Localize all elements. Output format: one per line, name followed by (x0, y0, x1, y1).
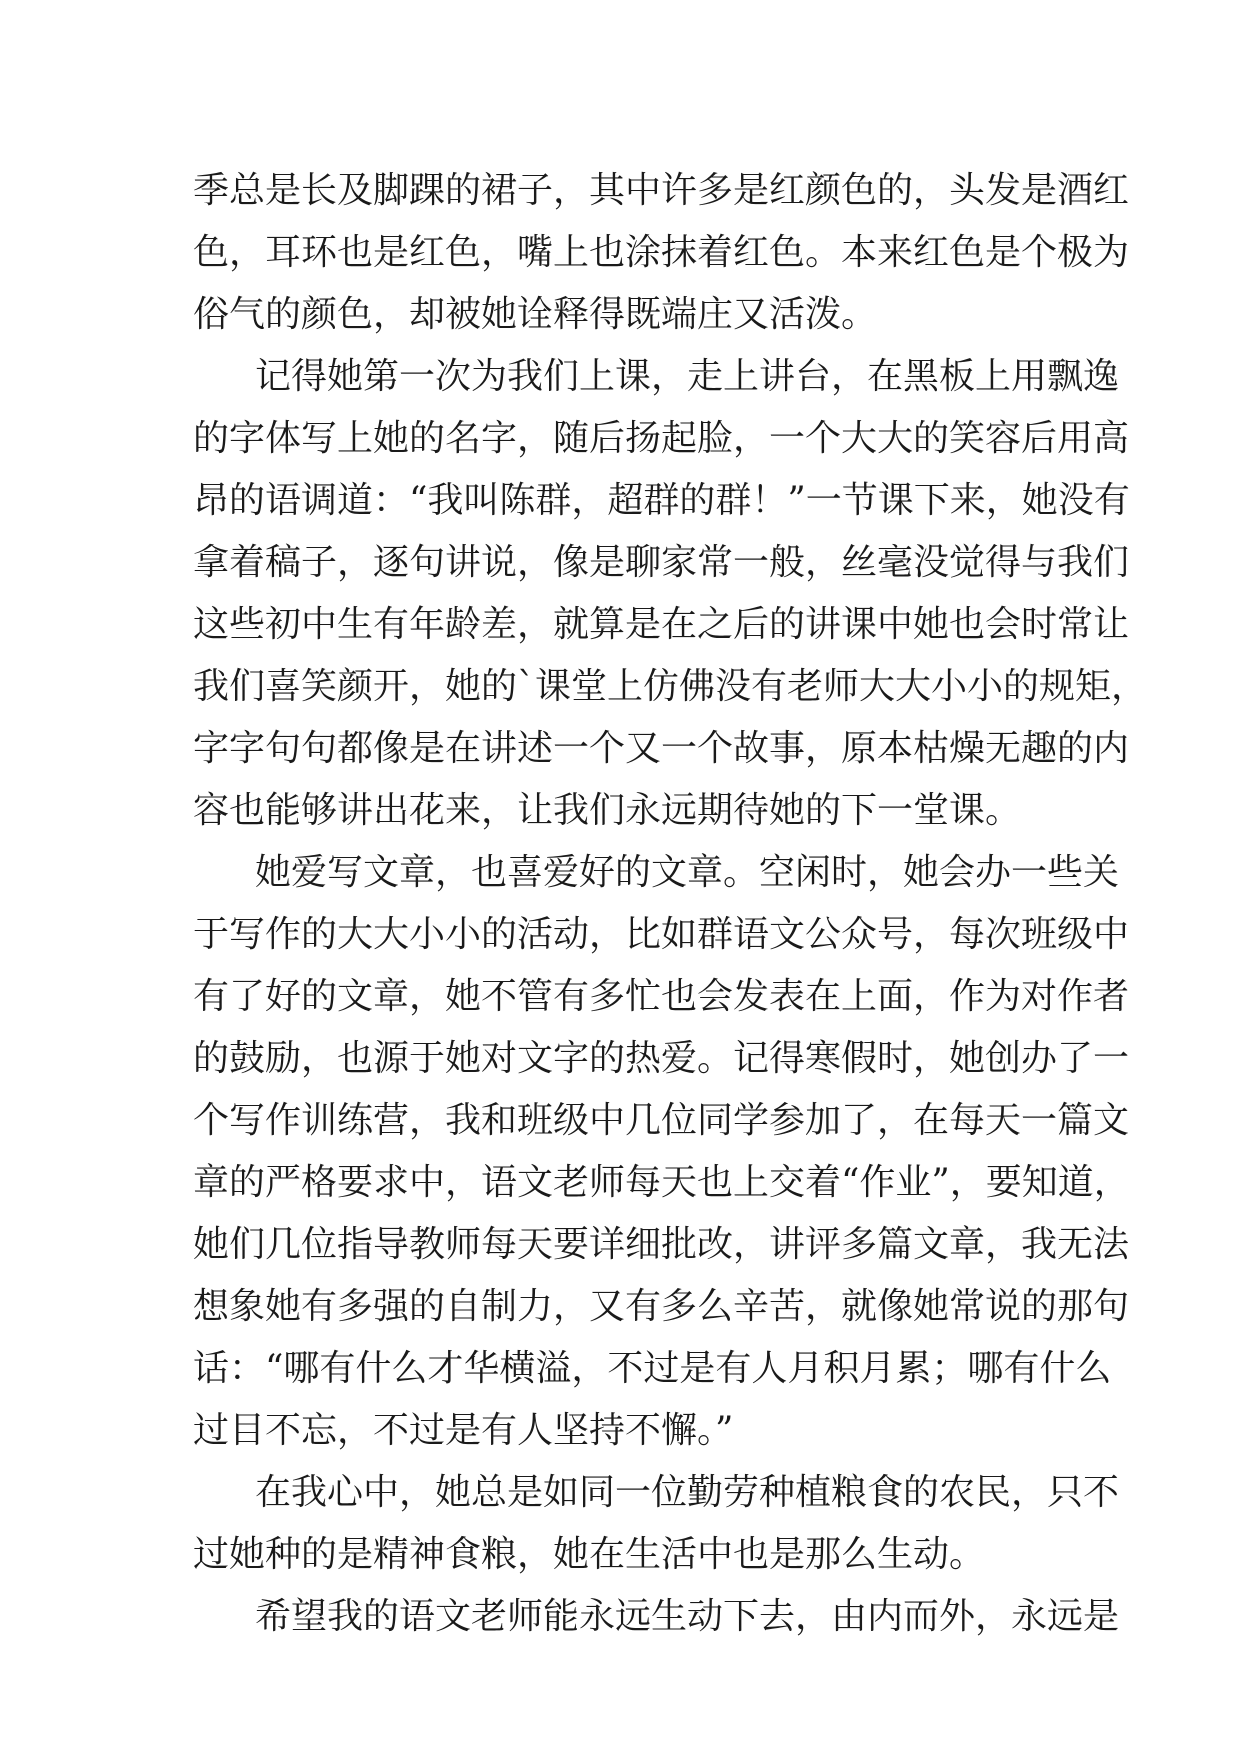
text-line: 俗气的颜色，却被她诠释得既端庄又活泼。 (193, 294, 878, 335)
text-line: 个写作训练营，我和班级中几位同学参加了，在每天一篇文 (193, 1100, 1130, 1141)
text-line: 她们几位指导教师每天要详细批改，讲评多篇文章，我无法 (193, 1224, 1130, 1265)
text-line: 色，耳环也是红色，嘴上也涂抹着红色。本来红色是个极为 (193, 232, 1130, 273)
paragraph-first-line: 她爱写文章，也喜爱好的文章。空闲时，她会办一些关 (255, 852, 1120, 893)
text-line: 想象她有多强的自制力，又有多么辛苦，就像她常说的那句 (193, 1286, 1130, 1327)
body-text (193, 160, 1148, 1648)
text-line: 季总是长及脚踝的裙子，其中许多是红颜色的，头发是酒红 (193, 170, 1130, 211)
text-line: 拿着稿子，逐句讲说，像是聊家常一般，丝毫没觉得与我们 (193, 542, 1130, 583)
paragraph-first-line: 希望我的语文老师能永远生动下去，由内而外，永远是 (255, 1596, 1120, 1637)
text-line: 过她种的是精神食粮，她在生活中也是那么生动。 (193, 1534, 986, 1575)
text-line: 的字体写上她的名字，随后扬起脸，一个大大的笑容后用高 (193, 418, 1130, 459)
text-line: 过目不忘，不过是有人坚持不懈。” (193, 1410, 734, 1451)
text-line: 话：“哪有什么才华横溢，不过是有人月积月累；哪有什么 (193, 1348, 1112, 1389)
text-line: 昂的语调道：“我叫陈群，超群的群！”一节课下来，她没有 (193, 480, 1130, 521)
text-line: 字字句句都像是在讲述一个又一个故事，原本枯燥无趣的内 (193, 728, 1130, 769)
paragraph-first-line: 记得她第一次为我们上课，走上讲台，在黑板上用飘逸 (255, 356, 1120, 397)
text-line: 的鼓励，也源于她对文字的热爱。记得寒假时，她创办了一 (193, 1038, 1130, 1079)
text-line: 章的严格要求中，语文老师每天也上交着“作业”，要知道， (193, 1162, 1130, 1203)
text-line: 我们喜笑颜开，她的`课堂上仿佛没有老师大大小小的规矩， (193, 666, 1148, 707)
text-line: 这些初中生有年龄差，就算是在之后的讲课中她也会时常让 (193, 604, 1130, 645)
text-line: 有了好的文章，她不管有多忙也会发表在上面，作为对作者 (193, 976, 1130, 1017)
text-line: 容也能够讲出花来，让我们永远期待她的下一堂课。 (193, 790, 1022, 831)
text-line: 于写作的大大小小的活动，比如群语文公众号，每次班级中 (193, 914, 1130, 955)
paragraph-first-line: 在我心中，她总是如同一位勤劳种植粮食的农民，只不 (255, 1472, 1120, 1513)
